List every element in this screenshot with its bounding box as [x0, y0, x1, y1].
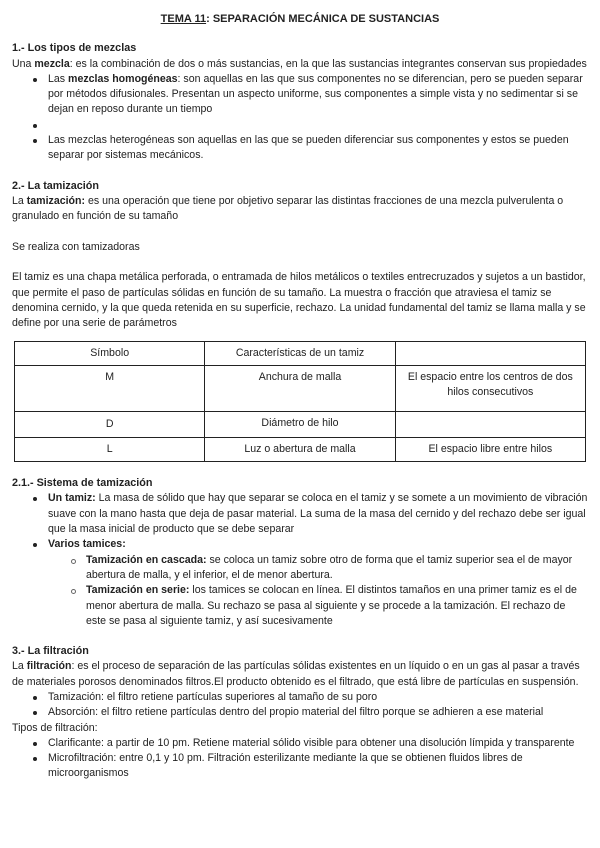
section-heading: 1.- Los tipos de mezclas: [12, 42, 137, 55]
spacer: [48, 118, 588, 133]
paragraph: La tamización: es una operación que tiene por objetivo separar las distintas fracciones de una mezcla pulverulenta o granulado en función de su tamaño: [12, 194, 564, 223]
list-item: Un tamiz: La masa de sólido que hay que separar se coloca en el tamiz y se somete a un movimiento de vibración suave con la mano hasta que deja de pasar material. La suma de la masa del cernido y del rechazo debe ser igual que la masa inicial de producto que se debe separar: [48, 491, 588, 537]
section-filtracion: [12, 644, 588, 782]
table-cell: El espacio entre los centros de dos hilos consecutivos: [395, 365, 585, 411]
paragraph: Tipos de filtración:: [12, 721, 98, 734]
table-header-cell: Símbolo: [15, 341, 205, 365]
table-cell: El espacio libre entre hilos: [395, 437, 585, 461]
list-item: Clarificante: a partir de 10 pm. Retiene material sólido visible para obtener una disolución límpida y transparente: [48, 736, 588, 751]
section-mezclas: [12, 41, 588, 163]
list-item: Tamización en serie: los tamices se colocan en línea. El distintos tamaños en una primer tamiz es el de menor abertura de malla. Su rechazo se pasa al siguiente y se procede a la tamización. El rechazo de este se pasa al siguiente tamiz, y así sucesivamente: [86, 583, 588, 629]
bullet-list: [12, 690, 588, 721]
section-sistema-tamizacion: [12, 476, 588, 629]
paragraph: El tamiz es una chapa metálica perforada, o entramada de hilos metálicos o textiles entrecruzados y sujetos a un bastidor, que permite el paso de partículas sólidas en función de su tamaño. La muestra o fracción que atraviesa el tamiz se denomina cernido, y la que queda retenida en su superficie, rechazo. La unidad fundamental del tamiz se llama malla y se define por una serie de parámetros: [12, 271, 586, 330]
table-row: [15, 365, 586, 411]
table-header-cell: [395, 341, 585, 365]
list-item: Microfiltración: entre 0,1 y 10 pm. Filtración esterilizante mediante la que se obtienen fluidos libres de microorganismos: [48, 751, 588, 782]
paragraph: La filtración: es el proceso de separación de las partículas sólidas existentes en un líquido o en un gas al pasar a través de materiales porosos denominados filtros.El producto obtenido es el filtrado, que está libre de partículas en suspensión.: [12, 660, 580, 688]
table-cell: M: [15, 365, 205, 411]
table-row: [15, 411, 586, 437]
list-item: Absorción: el filtro retiene partículas dentro del propio material del filtro porque se adhieren a ese material: [48, 705, 588, 720]
list-item: Las mezclas homogéneas: son aquellas en las que sus componentes no se diferencian, pero se pueden separar por métodos difusionales. Presentan un aspecto uniforme, sus componentes a simple vista y no sedimentar si se dejan en reposo durante un tiempo: [48, 72, 588, 118]
table-cell: Diámetro de hilo: [205, 411, 395, 437]
sieve-parameters-table: [14, 341, 586, 462]
table-cell: [395, 411, 585, 437]
section-heading: 2.- La tamización: [12, 179, 99, 192]
document-title: TEMA 11: SEPARACIÓN MECÁNICA DE SUSTANCIAS: [160, 13, 440, 25]
table-cell: Luz o abertura de malla: [205, 437, 395, 461]
list-item: Las mezclas heterogéneas son aquellas en las que se pueden diferenciar sus componentes y estos se pueden separar por sistemas mecánicos.: [48, 133, 588, 164]
table-row: [15, 437, 586, 461]
list-item: Varios tamices: Tamización en cascada: se coloca un tamiz sobre otro de forma que el tamiz superior sea el de mayor abertura de malla, y el inferior, el de menor abertura. Tamización en serie: los tamices se colocan en línea. El distintos tamaños en una primer tamiz es el de menor abertura de malla. Su rechazo se pasa al siguiente y se procede a la tamización. El rechazo de este se pasa al siguiente tamiz, y así sucesivamente: [48, 537, 588, 629]
paragraph: Una mezcla: es la combinación de dos o más sustancias, en la que las sustancias integrantes conservan sus propiedades: [12, 57, 587, 70]
table-cell: Anchura de malla: [205, 365, 395, 411]
section-tamizacion: [12, 179, 588, 462]
bullet-list: [12, 736, 588, 782]
sub-list: [48, 553, 588, 629]
bullet-list: [12, 491, 588, 629]
table-cell: L: [15, 437, 205, 461]
paragraph: Se realiza con tamizadoras: [12, 240, 140, 253]
table-header-cell: Características de un tamiz: [205, 341, 395, 365]
table-cell: D: [15, 411, 205, 437]
list-item: Tamización: el filtro retiene partículas superiores al tamaño de su poro: [48, 690, 588, 705]
section-heading: 2.1.- Sistema de tamización: [12, 477, 153, 490]
list-item: Tamización en cascada: se coloca un tamiz sobre otro de forma que el tamiz superior sea el de mayor abertura de malla, y el inferior, el de menor abertura.: [86, 553, 588, 584]
table-header-row: [15, 341, 586, 365]
section-heading: 3.- La filtración: [12, 645, 89, 658]
bullet-list: [12, 72, 588, 164]
